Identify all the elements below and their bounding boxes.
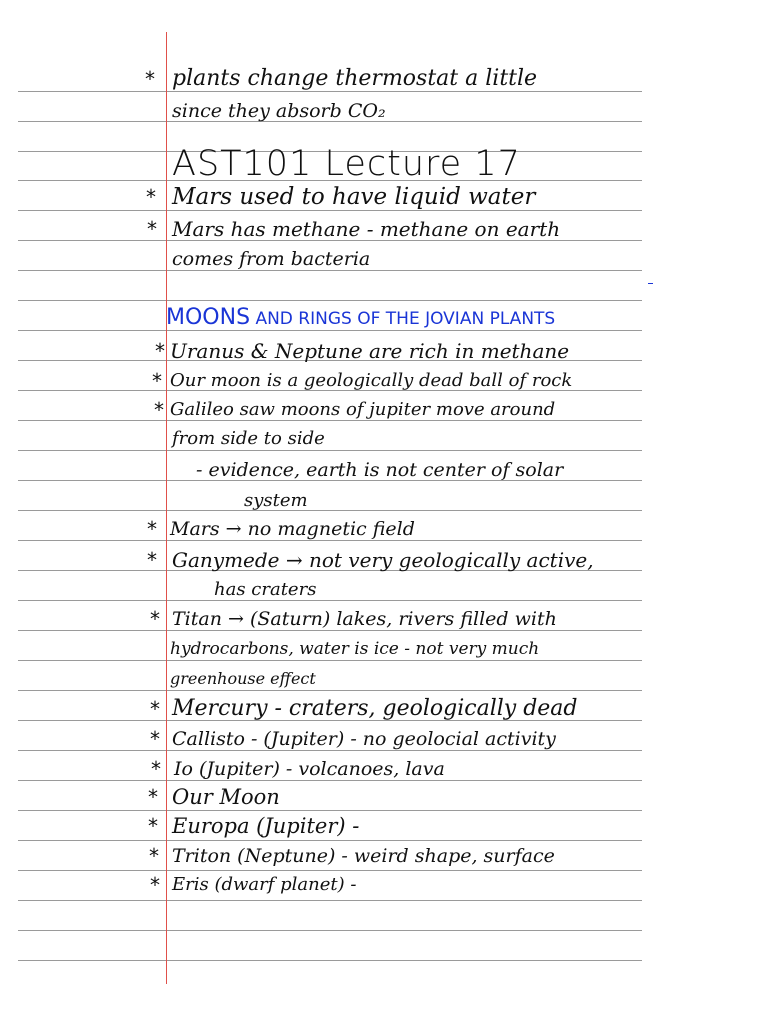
note-line: Mars has methane - methane on earth — [172, 217, 561, 241]
ruled-line — [18, 930, 642, 931]
margin-line — [166, 32, 167, 984]
note-line: Galileo saw moons of jupiter move around — [170, 399, 556, 420]
note-line: Mars used to have liquid water — [172, 184, 536, 210]
note-line: Callisto - (Jupiter) - no geolocial activity — [172, 728, 556, 750]
bullet-star-icon: * — [147, 548, 157, 572]
ruled-line — [18, 690, 642, 691]
ruled-line — [18, 900, 642, 901]
bullet-star-icon: * — [147, 517, 157, 541]
note-line: Mars → no magnetic field — [170, 518, 415, 540]
ruled-line — [18, 300, 642, 301]
bullet-star-icon: * — [150, 607, 160, 631]
note-line: Europa (Jupiter) - — [172, 814, 360, 838]
bullet-star-icon: * — [150, 727, 160, 751]
note-line: system — [244, 490, 308, 511]
bullet-star-icon: * — [147, 217, 157, 241]
note-line: - evidence, earth is not center of solar — [196, 459, 564, 481]
bullet-star-icon: * — [150, 873, 160, 897]
section-title-part: RINGS OF THE JOVIAN PLANTS — [298, 309, 556, 329]
note-line: has craters — [214, 579, 317, 600]
ruled-line — [18, 600, 642, 601]
note-line: comes from bacteria — [172, 248, 371, 270]
note-line: greenhouse effect — [170, 669, 316, 688]
ruled-line — [18, 510, 642, 511]
bullet-star-icon: * — [149, 844, 159, 868]
note-line: Our Moon — [172, 785, 280, 809]
bullet-star-icon: * — [148, 785, 158, 809]
lecture-title: AST101 Lecture 17 — [172, 144, 521, 184]
bullet-star-icon: * — [150, 697, 160, 721]
bullet-star-icon: * — [151, 757, 161, 781]
note-line: hydrocarbons, water is ice - not very much — [170, 639, 540, 659]
note-line: Io (Jupiter) - volcanoes, lava — [174, 758, 445, 780]
note-line: Triton (Neptune) - weird shape, surface — [172, 845, 555, 867]
note-line: from side to side — [172, 428, 325, 449]
ruled-line — [18, 450, 642, 451]
stray-pen-mark — [648, 283, 653, 284]
bullet-star-icon: * — [148, 814, 158, 838]
section-title-part: AND — [255, 309, 293, 329]
note-line: Eris (dwarf planet) - — [172, 874, 357, 895]
bullet-star-icon: * — [145, 67, 155, 91]
note-line: Our moon is a geologically dead ball of rock — [170, 370, 573, 391]
bullet-star-icon: * — [146, 185, 156, 209]
section-title-part: MOONS — [166, 305, 251, 330]
bullet-star-icon: * — [152, 369, 162, 393]
note-line: plants change thermostat a little — [172, 66, 538, 91]
section-title — [166, 302, 555, 334]
note-line: Uranus & Neptune are rich in methane — [170, 339, 570, 363]
ruled-line — [18, 960, 642, 961]
bullet-star-icon: * — [154, 398, 164, 422]
note-line: Titan → (Saturn) lakes, rivers filled with — [172, 608, 557, 630]
note-line: Mercury - craters, geologically dead — [172, 696, 578, 721]
bullet-star-icon: * — [155, 339, 165, 363]
note-line: since they absorb CO₂ — [172, 100, 386, 122]
note-line: Ganymede → not very geologically active, — [172, 548, 594, 572]
